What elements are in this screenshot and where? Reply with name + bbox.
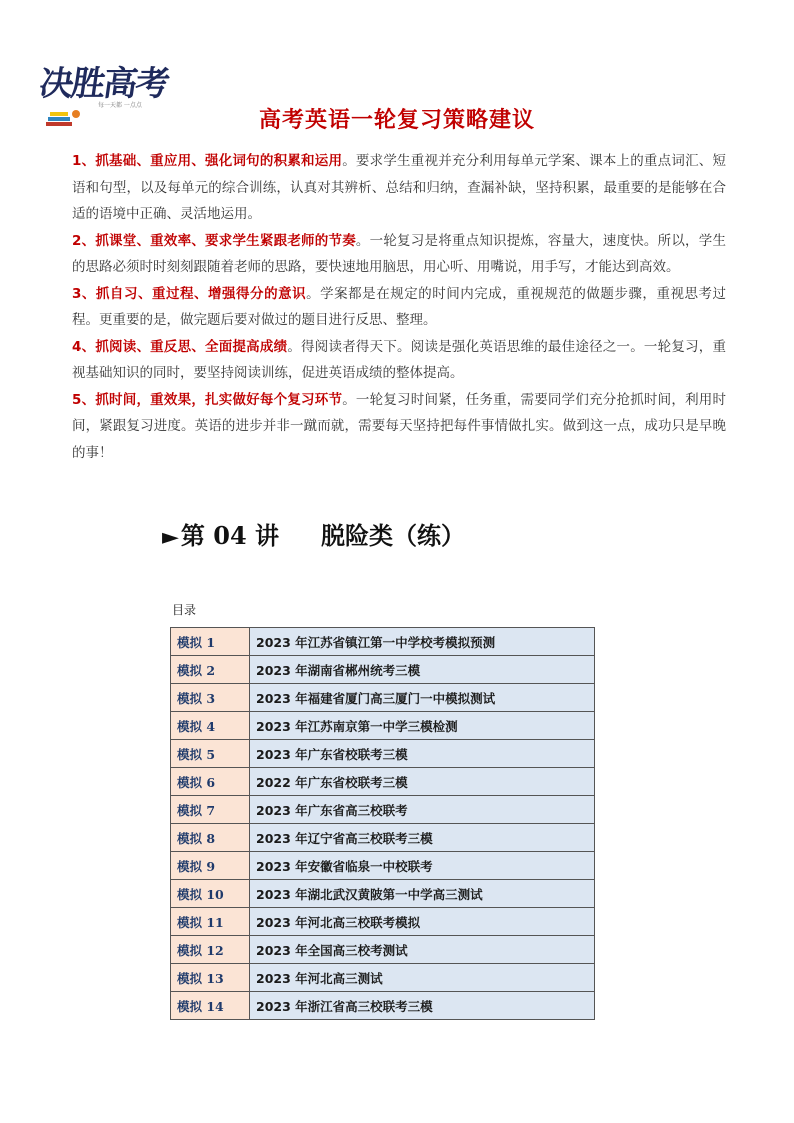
table-row <box>171 880 595 908</box>
lecture-heading <box>162 516 465 551</box>
toc-key: 模拟 6 <box>171 768 250 796</box>
toc-key: 模拟 13 <box>171 964 250 992</box>
toc-value: 2023 年安徽省临泉一中校联考 <box>250 852 595 880</box>
toc-value: 2023 年福建省厦门高三厦门一中模拟测试 <box>250 684 595 712</box>
toc-key: 模拟 9 <box>171 852 250 880</box>
toc-value: 2023 年湖南省郴州统考三模 <box>250 656 595 684</box>
logo-text: 决胜高考 <box>36 64 171 104</box>
table-row <box>171 936 595 964</box>
tip-body: 。一轮复习是将重点知识提炼，容量大，速度快。所以，学生的思路必须时时刻刻跟随着老师的思路，要快速地用脑思，用心听、用嘴说，用手写，才能达到高效。 <box>72 232 726 275</box>
tip-body: 。要求学生重视并充分利用每单元学案、课本上的重点词汇、短语和句型，以及每单元的综合训练，认真对其辨析、总结和归纳，查漏补缺，坚持积累，最重要的是能够在合适的语境中正确、灵活地运用。 <box>72 153 727 222</box>
table-row <box>171 628 595 656</box>
toc-key: 模拟 11 <box>171 908 250 936</box>
tip-body: 。得阅读者得天下。阅读是强化英语思维的最佳途径之一。一轮复习，重视基础知识的同时，要坚持阅读训练，促进英语成绩的整体提高。 <box>72 338 727 381</box>
toc-value: 2023 年广东省高三校联考 <box>250 796 595 824</box>
toc-value: 2023 年辽宁省高三校联考三模 <box>250 824 595 852</box>
table-row <box>171 964 595 992</box>
toc-value: 2023 年湖北武汉黄陂第一中学高三测试 <box>250 880 595 908</box>
table-row <box>171 796 595 824</box>
toc-value: 2023 年浙江省高三校联考三模 <box>250 992 595 1020</box>
table-row <box>171 824 595 852</box>
table-row <box>171 684 595 712</box>
table-row <box>171 768 595 796</box>
toc-key: 模拟 3 <box>171 684 250 712</box>
toc-key: 模拟 12 <box>171 936 250 964</box>
toc-label: 目录 <box>172 603 197 617</box>
toc-key: 模拟 8 <box>171 824 250 852</box>
table-row <box>171 656 595 684</box>
toc-key: 模拟 4 <box>171 712 250 740</box>
toc-value: 2023 年全国高三校考测试 <box>250 936 595 964</box>
toc-value: 2023 年江苏南京第一中学三模检测 <box>250 712 595 740</box>
tip-paragraph <box>72 387 726 467</box>
tip-paragraph <box>72 281 726 334</box>
document-title: 高考英语一轮复习策略建议 <box>258 108 535 133</box>
toc-value: 2023 年江苏省镇江第一中学校考模拟预测 <box>250 628 595 656</box>
toc-value: 2023 年广东省校联考三模 <box>250 740 595 768</box>
lecture-number: 第 04 讲 <box>180 521 280 550</box>
tip-body: 。学案都是在规定的时间内完成，重视规范的做题步骤，重视思考过程。更重要的是，做完题后要对做过的题目进行反思、整理。 <box>72 285 726 328</box>
triangle-pointer-icon: ► <box>162 524 179 550</box>
tip-paragraph <box>72 334 726 387</box>
tip-heading: 4、抓阅读、重反思、全面提高成绩 <box>72 338 288 355</box>
tip-body: 。一轮复习时间紧，任务重，需要同学们充分抢抓时间，利用时间，紧跟复习进度。英语的进步并非一蹴而就，需要每天坚持把每件事情做扎实。做到这一点，成功只是早晚的事！ <box>72 391 727 461</box>
lecture-topic: 脱险类（练） <box>321 521 466 550</box>
toc-key: 模拟 2 <box>171 656 250 684</box>
strategy-tips <box>72 148 726 466</box>
tip-heading: 3、抓自习、重过程、增强得分的意识 <box>72 285 307 302</box>
toc-table <box>170 627 595 1020</box>
toc-key: 模拟 10 <box>171 880 250 908</box>
table-row <box>171 992 595 1020</box>
tip-paragraph <box>72 228 726 281</box>
toc-value: 2022 年广东省校联考三模 <box>250 768 595 796</box>
toc-value: 2023 年河北高三校联考模拟 <box>250 908 595 936</box>
toc-key: 模拟 14 <box>171 992 250 1020</box>
toc-key: 模拟 7 <box>171 796 250 824</box>
table-row <box>171 852 595 880</box>
table-row <box>171 712 595 740</box>
toc-key: 模拟 1 <box>171 628 250 656</box>
table-row <box>171 908 595 936</box>
toc-key: 模拟 5 <box>171 740 250 768</box>
tip-heading: 5、抓时间，重效果，扎实做好每个复习环节 <box>72 391 343 408</box>
toc-value: 2023 年河北高三测试 <box>250 964 595 992</box>
tip-paragraph <box>72 148 726 228</box>
table-row <box>171 740 595 768</box>
tip-heading: 2、抓课堂、重效率、要求学生紧跟老师的节奏 <box>72 232 356 249</box>
logo-subtext: 每一天都 一点点 <box>98 102 142 109</box>
tip-heading: 1、抓基础、重应用、强化词句的积累和运用 <box>72 153 343 169</box>
